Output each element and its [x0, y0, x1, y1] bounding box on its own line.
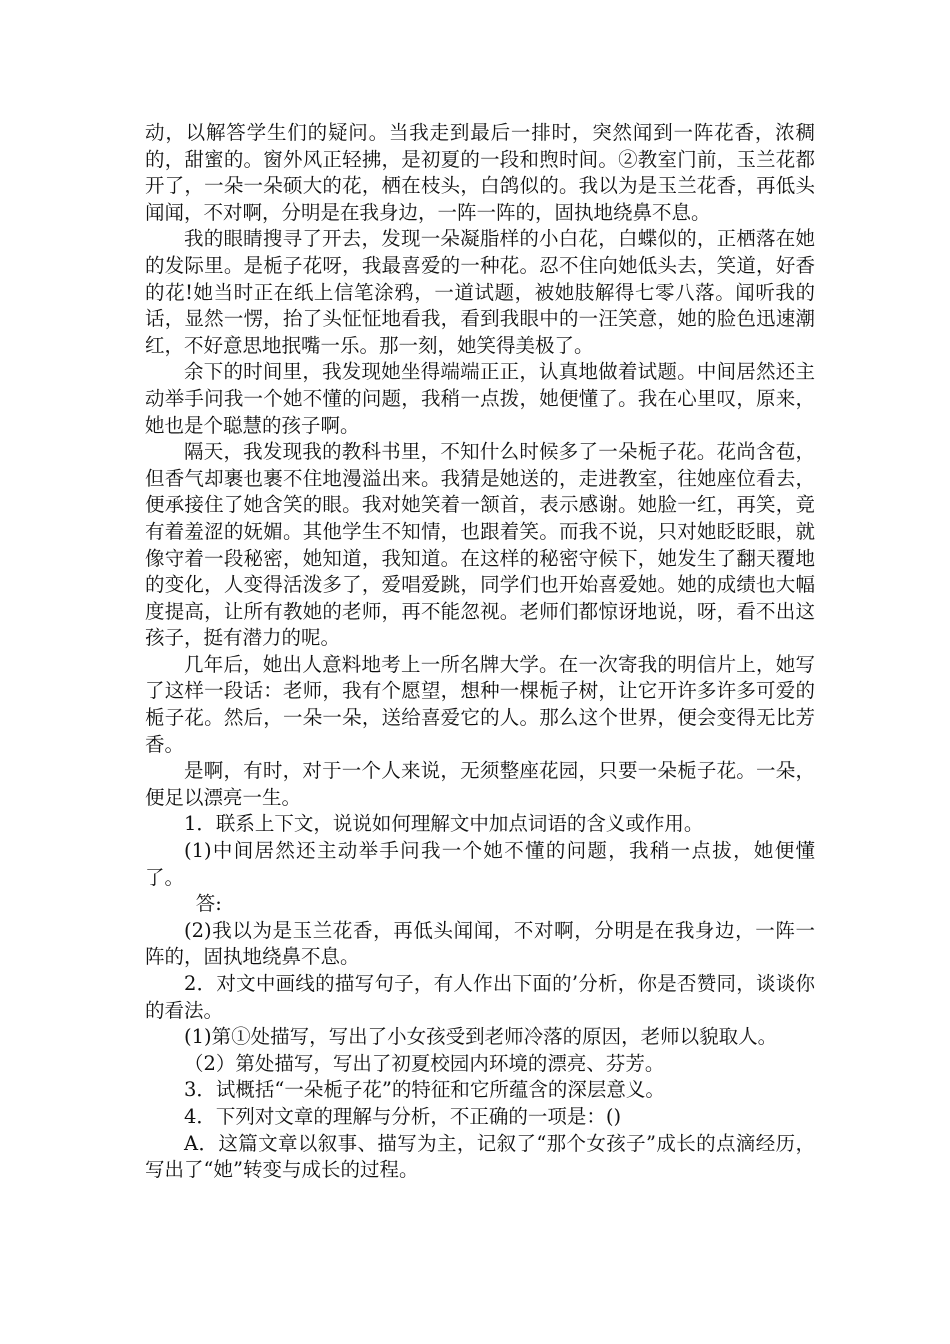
- document-page: [145, 120, 815, 1184]
- question-2: 2．对文中画线的描写句子，有人作出下面的’分析，你是否赞同，谈谈你的看法。: [145, 972, 815, 1022]
- paragraph-conclusion: 是啊，有时，对于一个人来说，无须整座花园，只要一朵栀子花。一朵，便足以漂亮一生。: [145, 759, 815, 809]
- paragraph-years-later: 几年后，她出人意料地考上一所名牌大学。在一次寄我的明信片上，她写了这样一段话：老师，我有个愿望，想种一棵栀子树，让它开许多许多可爱的栀子花。然后，一朵一朵，送给喜爱它的人。那么这个世界，便会变得无比芳香。: [145, 652, 815, 756]
- paragraph-gardenia-discovery: 我的眼睛搜寻了开去，发现一朵凝脂样的小白花，白蝶似的，正栖落在她的发际里。是栀子花呀，我最喜爱的一种花。忍不住向她低头去，笑道，好香的花!她当时正在纸上信笔涂鸦，一道试题，被她肢解得七零八落。闻听我的话，显然一愣，抬了头怔怔地看我，看到我眼中的一汪笑意，她的脸色迅速潮红，不好意思地抿嘴一乐。那一刻，她笑得美极了。: [145, 227, 815, 357]
- question-1-part-2: (2)我以为是玉兰花香，再低头闻闻，不对啊，分明是在我身边，一阵一阵的，固执地绕鼻不息。: [145, 918, 815, 969]
- question-4-option-a: A．这篇文章以叙事、描写为主，记叙了“那个女孩子”成长的点滴经历，写出了“她”转变与成长的过程。: [145, 1131, 815, 1182]
- question-2-part-1: (1)第①处描写，写出了小女孩受到老师冷落的原因，老师以貌取人。: [184, 1025, 778, 1049]
- paragraph-next-day: 隔天，我发现我的教科书里，不知什么时候多了一朵栀子花。花尚含苞，但香气却裹也裹不住地漫溢出来。我猜是她送的，走进教室，往她座位看去，便承接住了她含笑的眼。我对她笑着一颔首，表示感谢。她脸一红，再笑，竟有着羞涩的妩媚。其他学生不知情，也跟着笑。而我不说，只对她眨眨眼，就像守着一段秘密，她知道，我知道。在这样的秘密守候下，她发生了翻天覆地的变化，人变得活泼多了，爱唱爱跳，同学们也开始喜爱她。她的成绩也大幅度提高，让所有教她的老师，再不能忽视。老师们都惊讶地说，呀，看不出这孩子，挺有潜力的呢。: [145, 440, 815, 650]
- question-3: 3．试概括“一朵栀子花”的特征和它所蕴含的深层意义。: [184, 1078, 665, 1102]
- paragraph-continuation: 动，以解答学生们的疑问。当我走到最后一排时，突然闻到一阵花香，浓稠的，甜蜜的。窗外风正轻拂，是初夏的一段和煦时间。②教室门前，玉兰花都开了，一朵一朵硕大的花，栖在枝头，白鸽似的。我以为是玉兰花香，再低头闻闻，不对啊，分明是在我身边，一阵一阵的，固执地绕鼻不息。: [145, 121, 815, 224]
- paragraph-remaining-time: 余下的时间里，我发现她坐得端端正正，认真地做着试题。中间居然还主动举手问我一个她不懂的问题，我稍一点拨，她便懂了。我在心里叹，原来，她也是个聪慧的孩子啊。: [145, 360, 815, 437]
- question-2-part-2: （2）第处描写，写出了初夏校园内环境的漂亮、芬芳。: [184, 1051, 665, 1075]
- question-1: 1．联系上下文，说说如何理解文中加点词语的含义或作用。: [184, 812, 704, 836]
- answer-label: 答:: [195, 892, 222, 916]
- question-1-part-1: (1)中间居然还主动举手问我一个她不懂的问题，我稍一点拔，她便懂了。: [145, 839, 815, 889]
- question-4: 4．下列对文章的理解与分析，不正确的一项是：(): [184, 1104, 622, 1128]
